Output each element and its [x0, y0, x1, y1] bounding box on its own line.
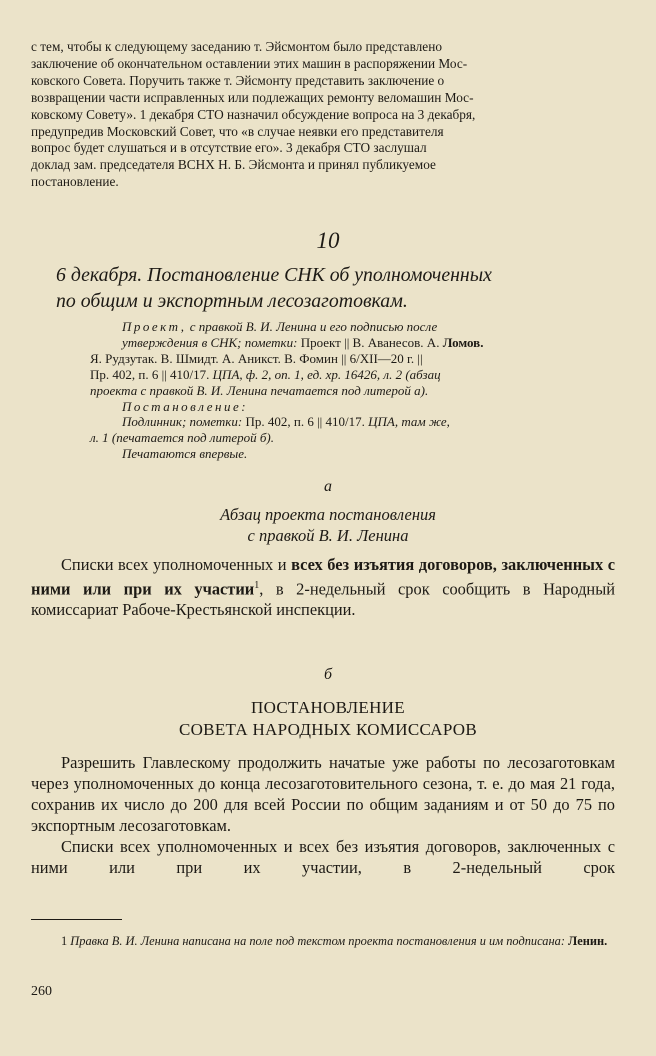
- archive-text: ЦПА, ф. 2, оп. 1, ед. хр. 16426, л. 2 (абзац: [212, 366, 441, 382]
- archive-text: ЦПА, там же,: [368, 414, 450, 430]
- footnote-marker: 1: [254, 580, 260, 591]
- archive-text: Подлинник; пометки:: [122, 414, 243, 430]
- archive-text: с правкой В. И. Ленина и его подписью после: [186, 319, 438, 334]
- document-title-line: 6 декабря. Постановление СНК об уполномоченных: [56, 264, 492, 286]
- archive-line: Я. Рудзутак. В. Шмидт. А. Аникст. В. Фомин || 6/XII—20 г. ||: [90, 350, 423, 366]
- footnote-signature: Ленин.: [568, 934, 608, 948]
- archive-line: л. 1 (печатается под литерой б).: [90, 430, 274, 446]
- section-letter-a: а: [324, 478, 332, 495]
- section-a-subtitle-line: Абзац проекта постановления: [220, 505, 436, 524]
- footnote-divider: [31, 919, 122, 920]
- archive-text: Пр. 402, п. 6 || 410/17.: [90, 366, 213, 382]
- archive-line: [90, 367, 615, 383]
- section-a-subtitle-line: с правкой В. И. Ленина: [247, 526, 409, 545]
- archive-line: [122, 319, 615, 335]
- archive-text: Пр. 402, п. 6 || 410/17.: [242, 414, 369, 430]
- intro-line: возвращении части исправленных или подлежащих ремонту веломашин Мос-: [31, 89, 474, 105]
- archive-signature: Ломов.: [442, 334, 484, 350]
- intro-line: с тем, чтобы к следующему заседанию т. Эйсмонтом было представлено: [31, 39, 442, 54]
- section-b-text: [31, 752, 615, 878]
- intro-line: ковского Совета. Поручить также т. Эйсмонту представить заключение о: [31, 72, 445, 88]
- intro-line: заключение об окончательном оставлении этих машин в распоряжении Мос-: [31, 55, 468, 71]
- section-letter-b: б: [323, 666, 333, 683]
- intro-line: предупредив Московский Совет, что «в случае неявки его представителя: [31, 123, 444, 139]
- paragraph-bold-text: всех без изъятия договоров,: [291, 555, 497, 574]
- paragraph: Разрешить Главлескому продолжить начатые уже работы по лесозаготовкам через уполномоченных до конца лесозаготовительного сезона, т. е. до мая 21 года, сохранив их число до 200 для всей России по общим заданиям и от 50 до 75 по экспортным лесозаготовкам.: [31, 753, 615, 835]
- section-a-subtitle: [0, 504, 656, 546]
- paragraph-text: , в 2-недельный срок сообщить в Народный комиссариат Рабоче-Крестьянской инспекции.: [31, 579, 615, 620]
- archive-text: Проект || В. Аванесов. А.: [297, 334, 443, 350]
- decree-title: [0, 697, 656, 741]
- page-number: 260: [31, 984, 52, 999]
- intro-note: [31, 39, 615, 191]
- archive-line: Печатаются впервые.: [122, 446, 248, 462]
- archive-text: утверждения в СНК; пометки:: [122, 334, 298, 350]
- archive-label: Проект,: [122, 319, 187, 334]
- paragraph: [31, 554, 615, 620]
- footnote-body: Правка В. И. Ленина написана на поле под текстом проекта постановления и им подписана:: [67, 934, 569, 948]
- intro-line: ковскому Совету». 1 декабря СТО назначил обсуждение вопроса на 3 декабря,: [31, 106, 476, 122]
- archive-line: [122, 335, 615, 351]
- intro-line: постановление.: [31, 174, 119, 190]
- paragraph-bold-text: заключенных с ними или при их участии: [31, 555, 616, 599]
- decree-title-line: СОВЕТА НАРОДНЫХ КОМИССАРОВ: [178, 720, 478, 739]
- document-number: 10: [316, 228, 340, 253]
- archive-label: Постановление:: [122, 398, 249, 414]
- archive-line: [122, 414, 615, 430]
- footnote-text: [31, 933, 615, 949]
- intro-line: вопрос будет слушаться и в отсутствие его». 3 декабря СТО заслушал: [31, 140, 427, 156]
- paragraph: Списки всех уполномоченных и всех без изъятия договоров, заключенных с ними или при их участии, в 2-недельный срок: [31, 837, 615, 877]
- document-title: [56, 262, 624, 314]
- document-title-line: по общим и экспортным лесозаготовкам.: [56, 290, 408, 312]
- archive-reference: [90, 319, 615, 462]
- paragraph-text: Списки всех уполномоченных и: [61, 555, 292, 574]
- decree-title-line: ПОСТАНОВЛЕНИЕ: [251, 698, 405, 717]
- section-a-paragraph: [31, 554, 615, 620]
- footnote-marker: 1: [61, 934, 68, 948]
- intro-line: доклад зам. председателя ВСНХ Н. Б. Эйсмонта и принял публикуемое: [31, 157, 436, 173]
- footnote: [31, 933, 615, 949]
- archive-line: проекта с правкой В. И. Ленина печатается под литерой а).: [90, 382, 429, 398]
